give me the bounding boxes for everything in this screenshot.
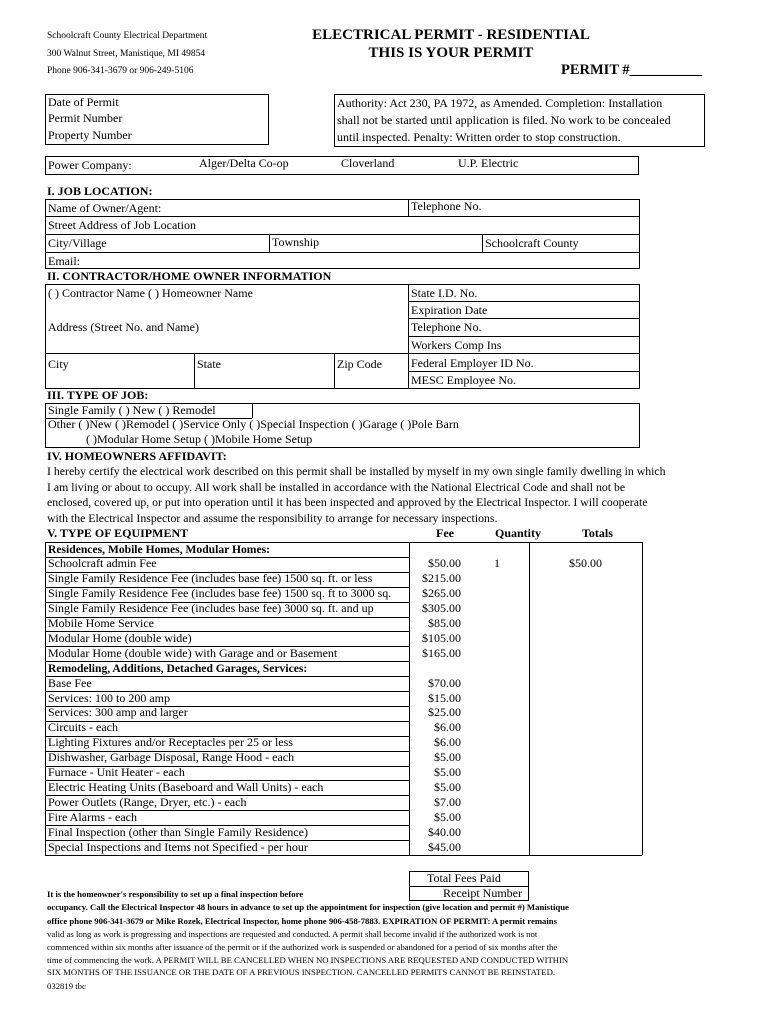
table-gridline <box>409 855 529 856</box>
power-option-cloverland[interactable]: Cloverland <box>341 156 395 170</box>
equipment-total[interactable] <box>529 632 642 647</box>
equipment-item-label: Services: 100 to 200 amp <box>48 691 170 705</box>
equipment-fee: $45.00 <box>428 840 461 854</box>
equipment-quantity[interactable] <box>465 766 529 781</box>
equipment-total[interactable] <box>529 677 642 692</box>
equipment-item-label: Power Outlets (Range, Dryer, etc.) - each <box>48 795 247 809</box>
job-type-heading: III. TYPE OF JOB: <box>47 388 149 402</box>
equipment-quantity[interactable] <box>465 721 529 736</box>
equipment-item-label: Lighting Fixtures and/or Receptacles per 25 or less <box>48 736 293 750</box>
table-gridline <box>529 542 642 543</box>
quantity-column-header: Quantity <box>495 526 542 540</box>
row-divider <box>45 572 409 573</box>
row-divider <box>45 706 409 707</box>
equipment-fee: $5.00 <box>434 751 461 765</box>
contractor-address-field[interactable]: Address (Street No. and Name) <box>48 320 199 334</box>
equipment-fee: $85.00 <box>428 617 461 630</box>
equipment-fee: $165.00 <box>422 646 461 660</box>
commence-note: commenced within six months after issuance of the permit or if the authorized work is suspended or abandoned for a period of six months after the <box>47 942 558 952</box>
contractor-telephone-field[interactable]: Telephone No. <box>411 320 482 334</box>
cancel-note: time of commencing the work. A PERMIT WILL BE CANCELLED WHEN NO INSPECTIONS ARE REQUESTED AND CONDUCTED WITHIN <box>47 955 569 965</box>
street-address-field[interactable]: Street Address of Job Location <box>48 218 196 232</box>
row-divider <box>45 766 409 767</box>
row-divider <box>45 646 409 647</box>
equipment-total[interactable] <box>529 692 642 707</box>
equipment-fee: $5.00 <box>434 780 461 794</box>
equipment-item-label: Dishwasher, Garbage Disposal, Range Hood - each <box>48 751 295 765</box>
equipment-item-label: Schoolcraft admin Fee <box>48 557 157 571</box>
expiration-date-field[interactable]: Expiration Date <box>411 303 488 317</box>
job-location-heading: I. JOB LOCATION: <box>47 184 153 198</box>
equipment-total[interactable] <box>529 647 642 662</box>
equipment-total[interactable] <box>529 572 642 587</box>
equipment-fee: $25.00 <box>428 706 461 720</box>
reinstate-note: SIX MONTHS OF THE ISSUANCE OR THE DATE OF A PREVIOUS INSPECTION. CANCELLED PERMITS CANNOT BE REINSTATED. <box>47 967 556 977</box>
equipment-item-label: Special Inspections and Items not Specified - per hour <box>48 840 308 854</box>
affidavit-text: I am living or about to occupy. All work shall be installed in accordance with the National Electrical Code and shall not be <box>47 480 626 494</box>
county-field: Schoolcraft County <box>485 236 579 250</box>
row-divider <box>45 542 409 543</box>
table-gridline <box>409 542 410 855</box>
table-gridline <box>45 542 46 855</box>
equipment-item-label: Single Family Residence Fee (includes base fee) 1500 sq. ft to 3000 sq. <box>48 587 392 601</box>
equipment-fee: $7.00 <box>434 795 461 809</box>
email-field[interactable]: Email: <box>48 254 80 268</box>
equipment-item-label: Base Fee <box>48 676 92 690</box>
equipment-total[interactable] <box>529 826 642 841</box>
equipment-fee: $105.00 <box>422 631 461 645</box>
equipment-total[interactable] <box>529 587 642 602</box>
row-divider <box>45 602 409 603</box>
equipment-quantity[interactable] <box>465 841 529 856</box>
permit-number: PERMIT #__________ <box>561 62 703 78</box>
equipment-item-label: Single Family Residence Fee (includes base fee) 1500 sq. ft. or less <box>48 572 373 586</box>
equipment-item-label: Furnace - Unit Heater - each <box>48 766 185 779</box>
equipment-item-label: Final Inspection (other than Single Family Residence) <box>48 825 308 839</box>
table-gridline <box>529 542 530 855</box>
row-divider <box>45 810 409 811</box>
equipment-quantity[interactable] <box>465 736 529 751</box>
row-divider <box>45 587 409 588</box>
contractor-state-field[interactable]: State <box>197 357 221 371</box>
row-divider <box>45 795 409 796</box>
equipment-quantity[interactable] <box>465 677 529 692</box>
fee-column-header: Fee <box>436 526 454 540</box>
equipment-quantity[interactable] <box>465 692 529 707</box>
affidavit-text: I hereby certify the electrical work described on this permit shall be installed by myself in my own single family dwelling in which <box>47 464 666 478</box>
equipment-quantity[interactable] <box>465 602 529 617</box>
equipment-fee: $15.00 <box>428 691 461 705</box>
equipment-fee: $215.00 <box>422 572 461 586</box>
equipment-section-heading: Residences, Mobile Homes, Modular Homes: <box>48 542 270 556</box>
equipment-item-label: Modular Home (double wide) <box>48 631 192 645</box>
equipment-quantity[interactable] <box>465 662 529 677</box>
authority-line: shall not be started until application is filed. No work to be concealed <box>337 113 671 127</box>
total-fees-paid: Total Fees Paid <box>427 871 501 885</box>
table-gridline <box>409 542 529 543</box>
other-job-options[interactable]: Other ( )New ( )Remodel ( )Service Only ( )Special Inspection ( )Garage ( )Pole Barn <box>48 417 459 431</box>
equipment-total[interactable] <box>529 721 642 736</box>
equipment-quantity[interactable] <box>465 811 529 826</box>
modular-mobile-options[interactable]: ( )Modular Home Setup ( )Mobile Home Setup <box>86 432 313 446</box>
equipment-quantity[interactable] <box>465 647 529 662</box>
equipment-fee: $50.00 <box>428 557 461 571</box>
office-note: office phone 906-341-3679 or Mike Rozek, Electrical Inspector, home phone 906-458-7883. EXPIRATION OF PERMIT: A permit remains <box>47 916 558 926</box>
row-divider <box>45 557 409 558</box>
equipment-quantity[interactable] <box>465 796 529 811</box>
equipment-total[interactable] <box>529 796 642 811</box>
equipment-total[interactable] <box>529 617 642 632</box>
equipment-fee: $5.00 <box>434 766 461 779</box>
affidavit-text: with the Electrical Inspector and assume the responsibility to arrange for necessary inspections. <box>47 511 498 525</box>
page-subtitle: THIS IS YOUR PERMIT <box>368 45 534 61</box>
equipment-fee: $70.00 <box>428 676 461 690</box>
equipment-total[interactable] <box>529 751 642 766</box>
equipment-fee: $6.00 <box>434 721 461 735</box>
permit-number-field[interactable]: Permit Number <box>48 111 123 125</box>
equipment-quantity[interactable] <box>465 826 529 841</box>
affidavit-heading: IV. HOMEOWNERS AFFIDAVIT: <box>47 449 227 463</box>
equipment-total[interactable] <box>529 811 642 826</box>
form-code: 032819 tbc <box>47 981 86 991</box>
validity-note: valid as long as work is progressing and inspections are requested and conducted. A permit shall become invalid if the authorized work is not <box>47 929 538 939</box>
equipment-section-heading: Remodeling, Additions, Detached Garages, Services: <box>48 661 308 675</box>
equipment-total[interactable] <box>529 841 642 856</box>
row-divider <box>45 631 409 632</box>
power-option-upelectric[interactable]: U.P. Electric <box>458 156 519 170</box>
equipment-quantity[interactable] <box>465 572 529 587</box>
equipment-total[interactable] <box>529 706 642 721</box>
federal-employer-id-field[interactable]: Federal Employer ID No. <box>411 356 534 370</box>
page-title: ELECTRICAL PERMIT - RESIDENTIAL <box>312 27 590 43</box>
authority-line: until inspected. Penalty: Written order to stop construction. <box>337 130 621 144</box>
equipment-quantity[interactable] <box>465 781 529 796</box>
equipment-fee: $6.00 <box>434 736 461 750</box>
equipment-item-label: Mobile Home Service <box>48 617 154 630</box>
equipment-quantity[interactable] <box>465 543 529 558</box>
equipment-total[interactable] <box>529 766 642 781</box>
row-divider <box>45 661 409 662</box>
single-family-options[interactable]: Single Family ( ) New ( ) Remodel <box>48 403 216 417</box>
date-of-permit[interactable]: Date of Permit <box>48 95 119 109</box>
equipment-quantity[interactable] <box>465 706 529 721</box>
row-divider <box>45 751 409 752</box>
contractor-heading: II. CONTRACTOR/HOME OWNER INFORMATION <box>47 269 332 283</box>
equipment-fee <box>409 543 461 558</box>
homeowner-note: It is the homeowner's responsibility to set up a final inspection before <box>47 889 304 899</box>
state-id-field[interactable]: State I.D. No. <box>411 286 478 300</box>
equipment-total[interactable] <box>529 543 642 558</box>
dept-address: 300 Walnut Street, Manistique, MI 49854 <box>47 49 206 59</box>
row-divider <box>45 721 409 722</box>
equipment-item-label: Electric Heating Units (Baseboard and Wall Units) - each <box>48 780 324 794</box>
row-divider <box>45 780 409 781</box>
property-number-field[interactable]: Property Number <box>48 128 132 142</box>
city-village-field[interactable]: City/Village <box>48 236 107 250</box>
affidavit-text: enclosed, covered up, or put into operation until it has been inspected and approved by the Electrical Inspector. I will cooperate <box>47 495 648 509</box>
receipt-number: Receipt Number <box>443 886 522 900</box>
mesc-employee-field[interactable]: MESC Employee No. <box>411 373 516 387</box>
township-field[interactable]: Township <box>272 235 320 249</box>
power-company-label: Power Company: <box>48 158 132 172</box>
equipment-quantity[interactable] <box>465 632 529 647</box>
row-divider <box>45 840 409 841</box>
workers-comp-field[interactable]: Workers Comp Ins <box>411 338 502 352</box>
row-divider <box>45 617 409 618</box>
equipment-fee: $5.00 <box>434 810 461 824</box>
equipment-total[interactable] <box>529 602 642 617</box>
contractor-zip-field[interactable]: Zip Code <box>337 357 382 371</box>
row-divider <box>45 825 409 826</box>
table-gridline <box>529 855 642 856</box>
equipment-item-label: Services: 300 amp and larger <box>48 706 188 720</box>
job-telephone-field[interactable]: Telephone No. <box>411 199 482 213</box>
equipment-total[interactable]: $50.00 <box>569 557 602 571</box>
equipment-fee <box>409 662 461 677</box>
table-gridline <box>642 542 643 855</box>
row-divider <box>45 736 409 737</box>
equipment-total[interactable] <box>529 736 642 751</box>
equipment-item-label: Fire Alarms - each <box>48 810 137 824</box>
table-gridline <box>45 855 409 856</box>
equipment-quantity[interactable] <box>465 617 529 632</box>
equipment-quantity[interactable] <box>465 587 529 602</box>
equipment-item-label: Modular Home (double wide) with Garage and or Basement <box>48 646 338 660</box>
authority-line: Authority: Act 230, PA 1972, as Amended. Completion: Installation <box>337 96 663 110</box>
owner-name-field[interactable]: Name of Owner/Agent: <box>48 201 162 215</box>
equipment-fee: $265.00 <box>422 587 461 601</box>
equipment-item-label: Single Family Residence Fee (includes base fee) 3000 sq. ft. and up <box>48 602 374 616</box>
equipment-quantity[interactable] <box>465 751 529 766</box>
row-divider <box>45 691 409 692</box>
equipment-total[interactable] <box>529 781 642 796</box>
equipment-fee: $40.00 <box>428 825 461 839</box>
equipment-heading: V. TYPE OF EQUIPMENT <box>47 526 189 540</box>
equipment-total[interactable] <box>529 662 642 677</box>
dept-phone: Phone 906-341-3679 or 906-249-5106 <box>47 66 194 76</box>
power-option-alger[interactable]: Alger/Delta Co-op <box>199 156 289 170</box>
totals-column-header: Totals <box>582 526 613 540</box>
contractor-city-field[interactable]: City <box>48 357 69 371</box>
contractor-homeowner-choice[interactable]: ( ) Contractor Name ( ) Homeowner Name <box>48 286 253 300</box>
equipment-fee: $305.00 <box>422 602 461 616</box>
occupancy-note: occupancy. Call the Electrical Inspector 48 hours in advance to set up the appointment for inspection (give location and permit #) Manistique <box>47 902 569 912</box>
equipment-item-label: Circuits - each <box>48 721 118 735</box>
dept-name: Schoolcraft County Electrical Department <box>47 31 208 41</box>
equipment-quantity[interactable]: 1 <box>494 557 500 571</box>
row-divider <box>45 676 409 677</box>
